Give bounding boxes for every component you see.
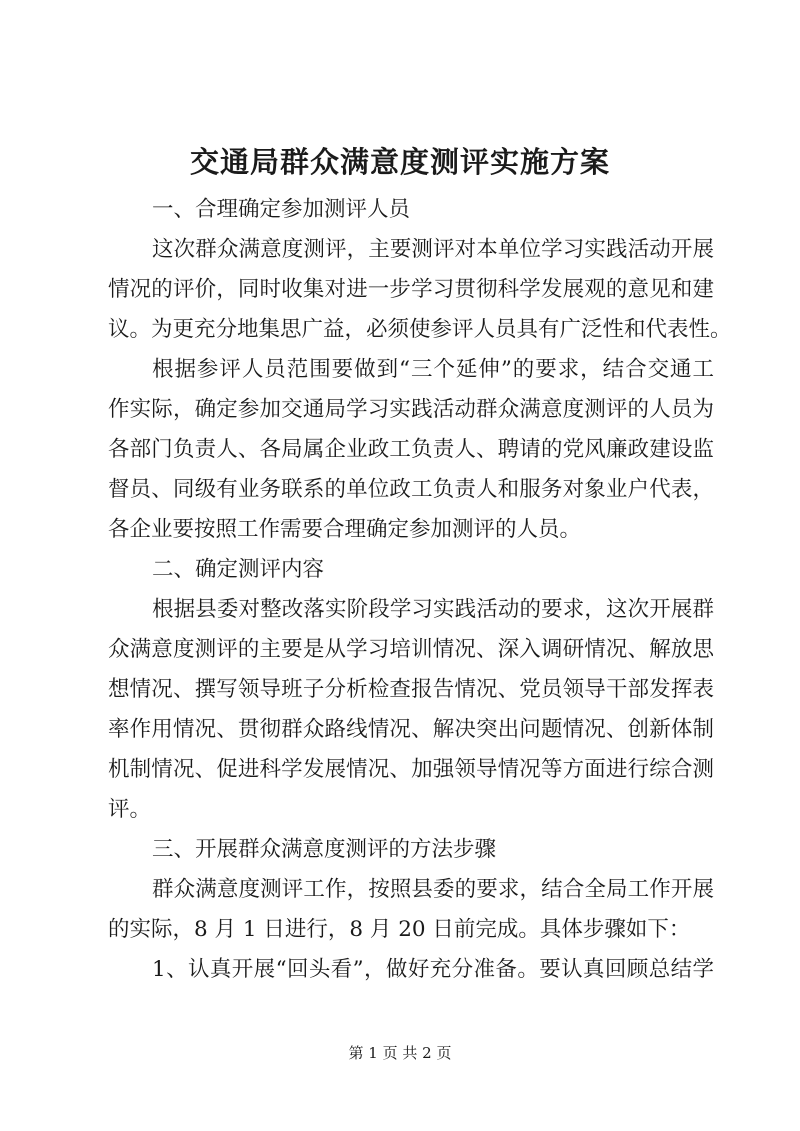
section-heading-3: 三、开展群众满意度测评的方法步骤: [152, 837, 497, 862]
paragraph-line: 作实际，确定参加交通局学习实践活动群众满意度测评的人员为: [108, 397, 714, 422]
paragraph-line: 众满意度测评的主要是从学习培训情况、深入调研情况、解放思: [108, 637, 714, 662]
paragraph-line: 根据县委对整改落实阶段学习实践活动的要求，这次开展群: [152, 597, 714, 622]
paragraph-line: 各企业要按照工作需要合理确定参加测评的人员。: [108, 517, 582, 542]
section-heading-2: 二、确定测评内容: [152, 557, 325, 582]
paragraph-line: 督员、同级有业务联系的单位政工负责人和服务对象业户代表，: [108, 477, 714, 502]
paragraph-line: 率作用情况、贯彻群众路线情况、解决突出问题情况、创新体制: [108, 717, 714, 742]
paragraph-line: 情况的评价，同时收集对进一步学习贯彻科学发展观的意见和建: [108, 277, 714, 302]
paragraph-line: 机制情况、促进科学发展情况、加强领导情况等方面进行综合测: [108, 757, 714, 782]
paragraph-line: 群众满意度测评工作，按照县委的要求，结合全局工作开展: [152, 877, 714, 902]
paragraph-line: 想情况、撰写领导班子分析检查报告情况、党员领导干部发挥表: [108, 677, 714, 702]
document-body: [108, 190, 732, 990]
paragraph-line: 这次群众满意度测评，主要测评对本单位学习实践活动开展: [152, 237, 714, 262]
paragraph-line: 议。为更充分地集思广益，必须使参评人员具有广泛性和代表性。: [108, 317, 732, 342]
page-number-footer: 第 1 页 共 2 页: [348, 1044, 452, 1062]
paragraph-line: 1、认真开展“回头看”，做好充分准备。要认真回顾总结学: [152, 957, 714, 982]
paragraph-line: 各部门负责人、各局属企业政工负责人、聘请的党风廉政建设监: [108, 437, 714, 462]
paragraph-line: 的实际，8 月 1 日进行，8 月 20 日前完成。具体步骤如下：: [108, 917, 691, 942]
paragraph-line: 根据参评人员范围要做到“三个延伸”的要求，结合交通工: [152, 357, 714, 382]
section-heading-1: 一、合理确定参加测评人员: [152, 197, 411, 222]
paragraph-line: 评。: [108, 797, 152, 822]
document-title: 交通局群众满意度测评实施方案: [189, 145, 610, 179]
